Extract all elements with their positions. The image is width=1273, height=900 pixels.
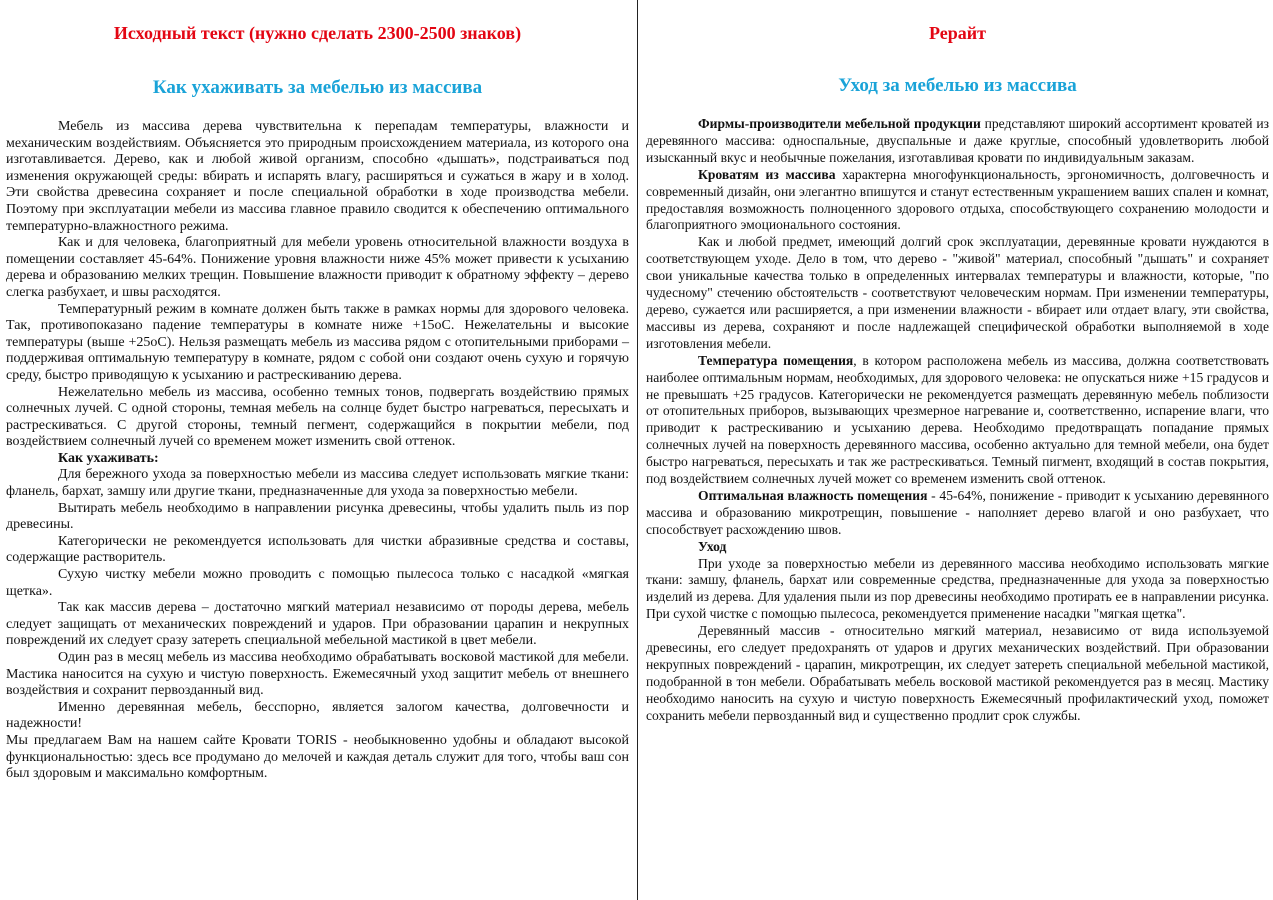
paragraph: Вытирать мебель необходимо в направлении рисунка древесины, чтобы удалить пыль из пор древесины. [6,500,629,533]
paragraph: При уходе за поверхностью мебели из деревянного массива необходимо использовать мягкие ткани: замшу, фланель, бархат или современные средства, предназначенные для ухода за поверхностью изделий из дерева. Для удаления пыли из пор древесины необходимо протирать ее в направлении рисунка. При сухой чистке с помощью пылесоса, рекомендуется применение насадки "мягкая щетка". [646,555,1269,622]
paragraph: Температурный режим в комнате должен быть также в рамках нормы для здорового человека. Так, противопоказано падение температуры в комнате ниже +15оС. Нежелательны и высокие температуры (выше +25оС). Нельзя размещать мебель из массива рядом с отопительными приборами – поддерживая оптимальную температуру в комнате, рядом с собой они создают очень сухую и горячую среду, быстро приводящую к усыханию и растрескиванию дерева. [6,301,629,383]
paragraph: Для бережного ухода за поверхностью мебели из массива следует использовать мягкие ткани: фланель, бархат, замшу или другие ткани, предназначенные для ухода за поверхностью мебели. [6,467,629,500]
paragraph: Категорически не рекомендуется использовать для чистки абразивные средства и составы, содержащие растворитель. [6,533,629,566]
care-heading: Уход [698,538,727,554]
paragraph: Сухую чистку мебели можно проводить с помощью пылесоса только с насадкой «мягкая щетка». [6,567,629,599]
paragraph: Мебель из массива дерева чувствительна к перепадам температуры, влажности и механическим воздействиям. Объясняется это природным происхождением материала, из которого она изготавливается. Дерево, как и любой живой организм, способно «дышать», подстраиваться под изменения окружающей среды: вбирать и испарять влагу, расширяться и сужаться в жару и в холод. Эти свойства древесина сохраняет и после специальной обработки в ходе производства мебели. Поэтому при эксплуатации мебели из массива главное правило сводится к обеспечению оптимального температурно-влажностного режима. [6,119,629,234]
paragraph [646,116,1269,167]
paragraph: Деревянный массив - относительно мягкий материал, независимо от вида используемой древесины, его следует предохранять от ударов и других механических воздействий. При образовании некрупных повреждений - царапин, микротрещин, их следует затереть специальной мебельной мастикой, подобранной в тон мебели. Обрабатывать мебель восковой мастикой рекомендуется раз в месяц. Мастику необходимо наносить на сухую и чистую поверхность Ежемесячный профилактический уход, поможет сохранить мебели первозданный вид и существенно продлит срок службы. [646,623,1269,723]
paragraph-text: - 45-64%, понижение - приводит к усыханию деревянного массива и образованию микротрещин, повышение - наполняет дерево влагой и оно разбухает, что способствует расхождению швов. [646,487,1269,537]
rewrite-article-title: Уход за мебелью из массива [838,75,1077,96]
paragraph [646,353,1269,488]
paragraph-lead: Фирмы-производители мебельной продукции [698,116,981,131]
paragraph-lead: Оптимальная влажность помещения [698,487,928,503]
paragraph: Так как массив дерева – достаточно мягкий материал независимо от породы дерева, мебель следует защищать от механических повреждений и ударов. При образовании царапин и некрупных повреждений их следует сразу затереть специальной мебельной мастикой в цвет мебели. [6,600,629,649]
rewrite-text-column [638,0,1273,900]
source-article-body [6,119,629,783]
paragraph-lead: Кроватям из массива [698,166,836,182]
paragraph: Мы предлагаем Вам на нашем сайте Кровати TORIS - необыкновенно удобны и обладают высокой функциональностью: здесь все продумано до мелочей и каждая деталь служит для того, чтобы ваш сон был здоровым и максимально комфортным. [6,732,629,782]
paragraph-text: характерна многофункциональность, эргономичность, долговечность и современный дизайн, они элегантно впишутся и станут естественным украшением ваших спален и комнат, предоставляя возможность полноценного здорового отдыха, способствующего сохранению молодости и благоприятного эмоционального состояния. [646,166,1269,233]
rewrite-column-header: Рерайт [929,23,986,43]
paragraph: Как и для человека, благоприятный для мебели уровень относительной влажности воздуха в помещении составляет 45-64%. Понижение уровня влажности ниже 45% может привести к усыханию дерева и образованию мелких трещин. Повышение влажности приводит к обратному эффекту – дерево слегка разбухает, и швы расходятся. [6,235,629,300]
paragraph-lead: Температура помещения [698,352,854,368]
source-column-header: Исходный текст (нужно сделать 2300-2500 знаков) [113,23,522,43]
paragraph [646,167,1269,235]
paragraph: Именно деревянная мебель, бесспорно, является залогом качества, долговечности и надежности! [6,699,629,732]
care-heading: Как ухаживать: [58,450,159,466]
source-article-title: Как ухаживать за мебелью из массива [152,77,483,98]
paragraph-text: представляют широкий ассортимент кроватей из деревянного массива: односпальные, двуспальные и даже круглые, способный удовлетворить любой изысканный вкус и необычные пожелания, изготавливая кровати по индивидуальным заказам. [646,116,1269,165]
rewrite-article-body [646,116,1269,725]
paragraph [646,488,1269,539]
paragraph-text: , в котором расположена мебель из массива, должна соответствовать наиболее оптимальным нормам, необходимых, для здорового человека: не опускаться ниже +15 градусов и не превышать +25 градусов. Категорически не рекомендуется размещать деревянную мебель поблизости от отопительных приборов, вызывающих чрезмерное нагревание и, соответственно, испарение влаги, что приводит к растрескиванию и усыханию дерева. Необходимо предотвращать попадание прямых солнечных лучей на поверхность деревянного массива, особенно актуально для темной мебели, она будет быстро нагреваться, пересыхать и так же растрескиваться. Темный пигмент, входящий в состав покрытия, под воздействием солнечных лучей может со временем изменить свой оттенок. [646,352,1269,487]
paragraph: Как и любой предмет, имеющий долгий срок эксплуатации, деревянные кровати нуждаются в соответствующем уходе. Дело в том, что дерево - "живой" материал, способный "дышать" и сохраняет свои уникальные качества только в определенных интервалах температуры и влажности, которые, "по чудесному" стечению обстоятельств - соответствуют человеческим нормам. При изменении температуры, дерево, сужается или расширяется, а при изменении влажности - вбирает или отдает влагу, эти свойства, массивы из дерева, сохраняют и после надлежащей специфической обработки выполняемой в ходе изготовления мебели. [646,234,1269,351]
paragraph: Нежелательно мебель из массива, особенно темных тонов, подвергать воздействию прямых солнечных лучей. С одной стороны, темная мебель на солнце будет быстро нагреваться, пересыхать и растрескиваться. С другой стороны, темный пегмент, содержащийся в покрытии мебели, под воздействием солнечный лучей со временем может изменить свой оттенок. [6,384,629,450]
paragraph: Один раз в месяц мебель из массива необходимо обрабатывать восковой мастикой для мебели. Мастика наносится на сухую и чистую поверхность. Ежемесячный уход защитит мебель от внешнего воздействия и сохранит первозданный вид. [6,650,629,699]
